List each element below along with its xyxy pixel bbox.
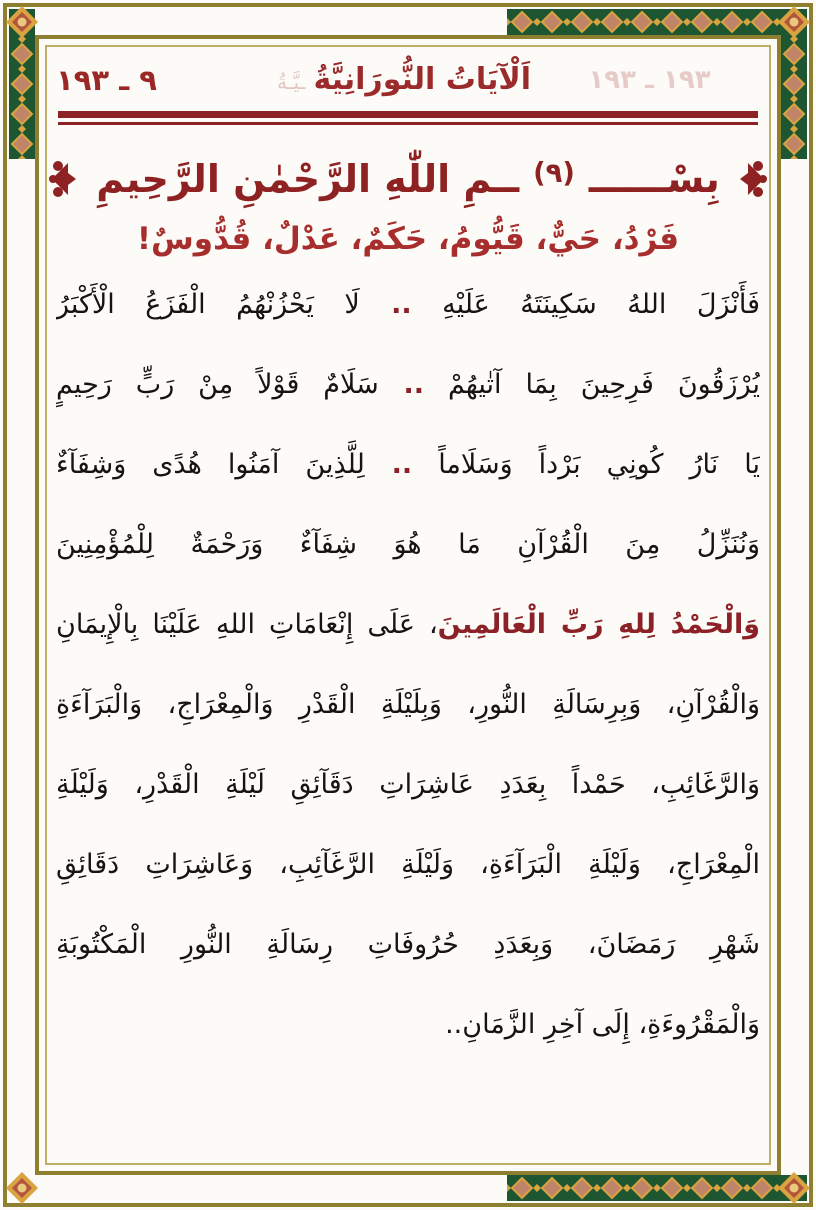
basmala-ornament-left-icon [48,155,82,203]
page-header [56,62,760,97]
body-line [56,905,760,985]
separator-thin-rule [58,122,758,125]
text-segment: وَالرَّغَائِبِ، حَمْداً بِعَدَدِ عَاشِرَاتِ دَقَآئِقِ لَيْلَةِ الْقَدْرِ، وَلَيْلَةِ [56,769,760,800]
corner-ornament-icon [777,1171,811,1205]
separator-thick-rule [58,111,758,118]
text-segment: الْمِعْرَاجِ، وَلَيْلَةِ الْبَرَآءَةِ، وَلَيْلَةِ الرَّغَآئِبِ، وَعَاشِرَاتِ دَقَائِقِ [56,849,760,880]
text-segment: وَالْمَقْرُوءَةِ، إِلَى آخِرِ الزَّمَانِ.. [445,1009,760,1040]
red-text-segment: وَالْحَمْدُ لِلهِ رَبِّ الْعَالَمِينَ [437,609,760,640]
body-line [56,265,760,345]
basmala-text-end: ــمِ اللّٰهِ الرَّحْمٰنِ الرَّحِيمِ [96,157,520,201]
ghost-page-numbers: ١٩٣ ـ ١٩٣ [588,64,711,95]
red-dots: .. [359,289,412,320]
body-line [56,505,760,585]
border-pattern-top [507,9,807,35]
red-dots: .. [378,369,425,400]
text-segment: يُرْزَقُونَ فَرِحِينَ بِمَا آتٰيهُمْ [424,369,760,400]
basmala-number: (٩) [533,157,575,189]
body-line [56,585,760,665]
body-text [56,265,760,1065]
page-title: اَلْآيَاتُ النُّورَانِيَّةُ [313,62,532,97]
body-line [56,665,760,745]
text-segment: وَالْقُرْآنِ، وَبِرِسَالَةِ النُّورِ، وَبِلَيْلَةِ الْقَدْرِ وَالْمِعْرَاجِ، وَالْبَرَآءَةِ [56,689,760,720]
text-segment: ، عَلَى إِنْعَامَاتِ اللهِ عَلَيْنَا بِالْإِيمَانِ [56,609,438,640]
red-dots: .. [364,449,413,480]
header-separator [58,111,758,125]
body-line [56,825,760,905]
corner-ornament-icon [5,5,39,39]
text-segment: لِلَّذِينَ آمَنُوا هُدًى وَشِفَآءٌ [56,449,365,480]
body-line [56,345,760,425]
text-segment: لَا يَحْزُنْهُمُ الْفَزَعُ الْأَكْبَرُ [56,289,360,320]
border-pattern-bottom [507,1175,807,1201]
divine-names-line: فَرْدُ، حَيٌّ، قَيُّومُ، حَكَمٌ، عَدْلٌ، قُدُّوسٌ! [136,221,680,257]
page-title-wrap [277,62,539,97]
page-numbers: ٩ ـ ١٩٣ [56,62,157,97]
text-segment: شَهْرِ رَمَضَانَ، وَبِعَدَدِ حُرُوفَاتِ رِسَالَةِ النُّورِ الْمَكْتُوبَةِ [56,929,760,960]
corner-ornament-icon [777,5,811,39]
body-line [56,425,760,505]
text-segment: يَا نَارُ كُونِي بَرْداً وَسَلَاماً [412,449,760,480]
ghost-title-fragment: ـيَّـةُ [276,70,306,94]
body-line [56,745,760,825]
page-content [56,52,760,1158]
basmala-text-start: بِسْــــــ [588,157,720,201]
basmala-ornament-right-icon [734,155,768,203]
text-segment: وَنُنَزِّلُ مِنَ الْقُرْآنِ مَا هُوَ شِفَآءٌ وَرَحْمَةٌ لِلْمُؤْمِنِينَ [56,529,760,560]
body-line [56,985,760,1065]
corner-ornament-icon [5,1171,39,1205]
text-segment: فَأَنْزَلَ اللهُ سَكِينَتَهُ عَلَيْهِ [411,289,760,320]
basmala-line [56,155,760,203]
text-segment: سَلَامٌ قَوْلاً مِنْ رَبٍّ رَحِيمٍ [56,369,379,400]
